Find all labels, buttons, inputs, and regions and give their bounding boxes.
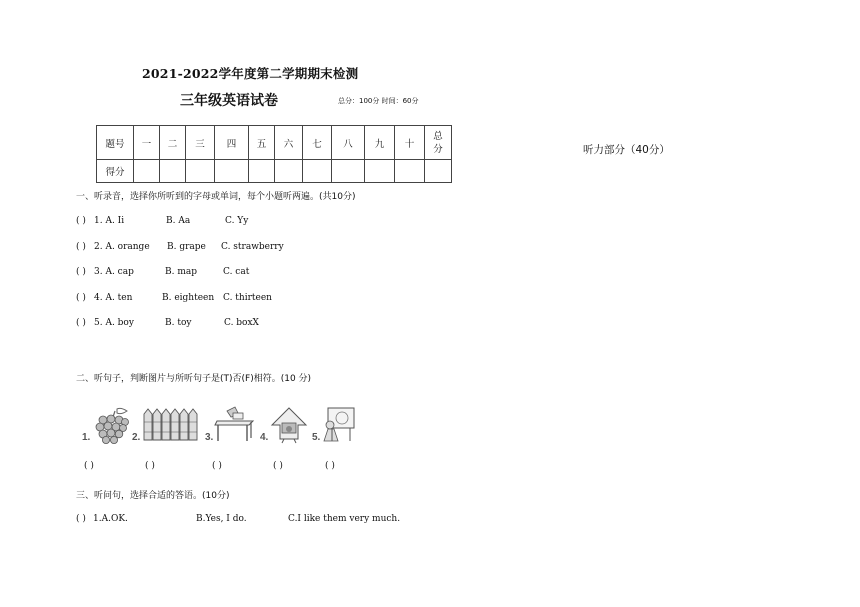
option-b: B. map <box>165 267 197 277</box>
picture-number: 2. <box>132 432 141 443</box>
question-item <box>76 242 376 256</box>
option-c: C. thirteen <box>223 293 272 303</box>
answer-blank[interactable]: ( ) <box>273 461 283 471</box>
score-input-cell[interactable] <box>134 160 160 183</box>
option-a: 4. A. ten <box>94 293 133 303</box>
option-a: 3. A. cap <box>94 267 134 277</box>
listening-part-label: 听力部分（40分） <box>583 144 670 156</box>
question-item <box>76 318 376 332</box>
option-b: B. Aa <box>166 216 191 226</box>
answer-blank[interactable]: ( ) <box>84 461 94 471</box>
option-a: 5. A. boy <box>94 318 134 328</box>
score-header-cell: 总 分 <box>425 126 452 160</box>
option-b: B.Yes, I do. <box>196 514 247 524</box>
exam-subtitle: 三年级英语试卷 <box>180 93 278 109</box>
option-b: B. grape <box>167 242 206 252</box>
score-input-cell[interactable] <box>303 160 332 183</box>
score-input-cell[interactable] <box>332 160 365 183</box>
score-row-label: 得分 <box>97 160 134 183</box>
desk-icon <box>213 405 257 443</box>
picture-number: 3. <box>205 432 214 443</box>
score-header-cell: 七 <box>303 126 332 160</box>
score-input-cell[interactable] <box>425 160 452 183</box>
answer-blank[interactable]: ( ) <box>145 461 155 471</box>
score-header-cell: 十 <box>395 126 425 160</box>
answer-blank[interactable]: ( ) <box>76 293 86 303</box>
score-input-cell[interactable] <box>395 160 425 183</box>
score-header-cell: 八 <box>332 126 365 160</box>
question-item <box>76 267 376 281</box>
score-input-cell[interactable] <box>160 160 186 183</box>
blackboard-icon <box>320 405 358 443</box>
answer-blank[interactable]: ( ) <box>212 461 222 471</box>
score-input-cell[interactable] <box>249 160 275 183</box>
question-item <box>76 514 416 528</box>
option-a: 1.A.OK. <box>93 514 128 524</box>
option-c: C. cat <box>223 267 250 277</box>
option-c: C.I like them very much. <box>288 514 401 524</box>
score-input-cell[interactable] <box>215 160 249 183</box>
score-header-cell: 题号 <box>97 126 134 160</box>
score-table <box>96 125 452 183</box>
pencils-icon <box>142 406 200 442</box>
option-c: C. Yy <box>225 216 249 226</box>
score-input-cell[interactable] <box>365 160 395 183</box>
score-header-cell: 九 <box>365 126 395 160</box>
section3-heading: 三、听问句，选择合适的答语。(10分) <box>76 491 230 501</box>
score-header-cell: 五 <box>249 126 275 160</box>
answer-blank[interactable]: ( ) <box>76 242 86 252</box>
answer-blank[interactable]: ( ) <box>76 318 86 328</box>
score-header-cell: 六 <box>275 126 303 160</box>
option-a: 2. A. orange <box>94 242 150 252</box>
picture-number: 1. <box>82 432 91 443</box>
score-header-cell: 一 <box>134 126 160 160</box>
score-input-cell[interactable] <box>275 160 303 183</box>
score-header-cell: 四 <box>215 126 249 160</box>
picture-number: 5. <box>312 432 321 443</box>
option-c: C. strawberry <box>221 242 284 252</box>
answer-blank[interactable]: ( ) <box>76 514 86 524</box>
section2-heading: 二、听句子，判断图片与所听句子是(T)否(F)相符。(10 分) <box>76 374 312 384</box>
question-item <box>76 293 376 307</box>
option-a: 1. A. Ii <box>94 216 125 226</box>
score-header-cell: 三 <box>186 126 215 160</box>
picture-number: 4. <box>260 432 269 443</box>
section1-heading: 一、听录音，选择你所听到的字母或单词，每个小题听两遍。(共10分) <box>76 192 356 202</box>
score-header-cell: 二 <box>160 126 186 160</box>
question-item <box>76 216 376 230</box>
answer-blank[interactable]: ( ) <box>76 216 86 226</box>
option-b: B. eighteen <box>162 293 215 303</box>
tent-icon <box>268 405 310 445</box>
option-b: B. toy <box>165 318 192 328</box>
exam-meta: 总分：100分 时间：60分 <box>338 97 419 105</box>
answer-blank[interactable]: ( ) <box>325 461 335 471</box>
score-input-cell[interactable] <box>186 160 215 183</box>
option-c: C. boxX <box>224 318 259 328</box>
grapes-icon <box>91 405 133 445</box>
answer-blank[interactable]: ( ) <box>76 267 86 277</box>
exam-title: 2021-2022学年度第二学期期末检测 <box>142 66 359 81</box>
